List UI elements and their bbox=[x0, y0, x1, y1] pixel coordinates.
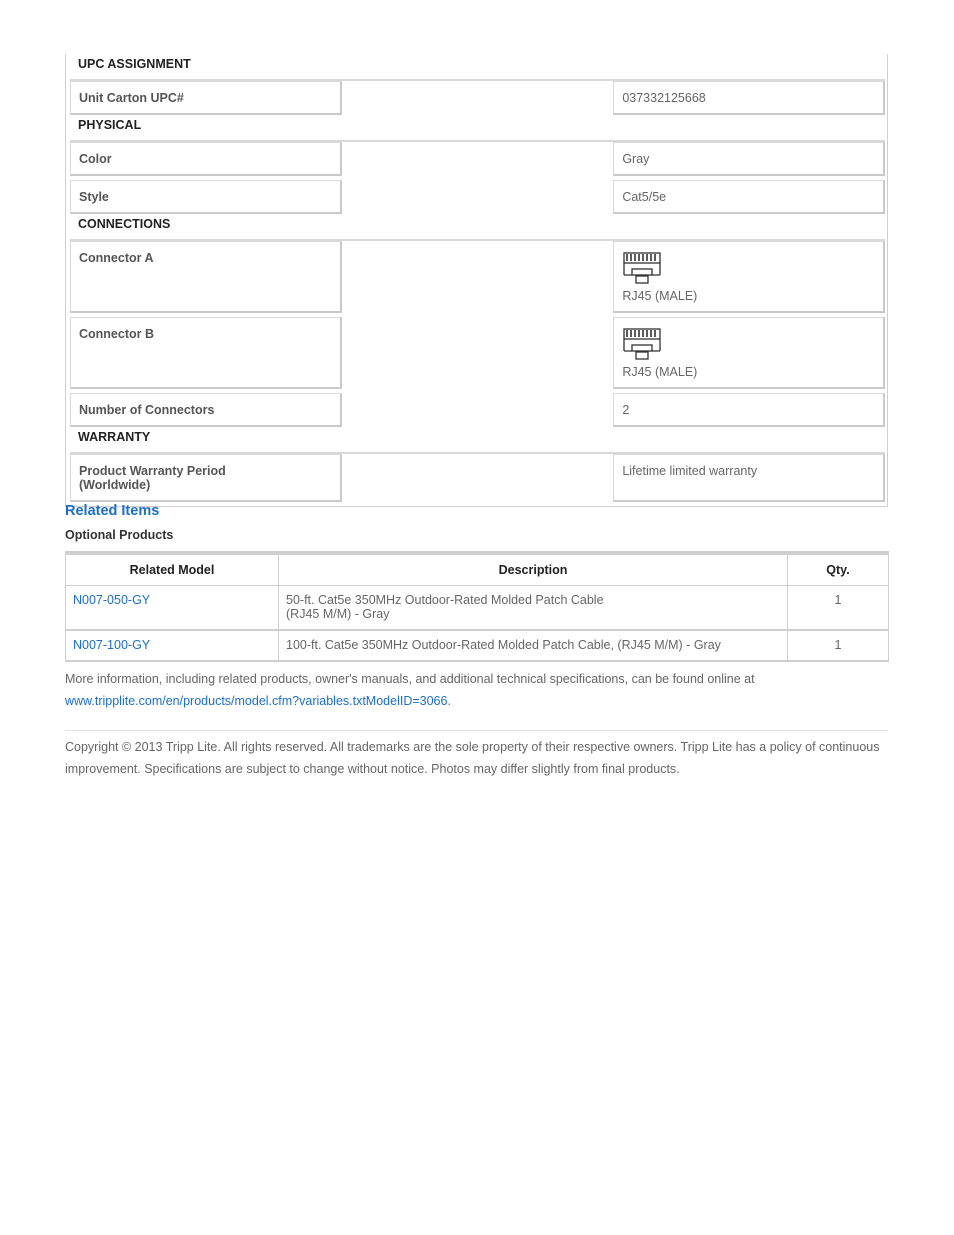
spec-value bbox=[613, 317, 885, 389]
copyright-text: Copyright © 2013 Tripp Lite. All rights reserved. All trademarks are the sole property of their respective owners. Tripp Lite has a policy of continuous improvement. Specifications are subject to change without notice. Photos may differ slightly from final products. bbox=[65, 740, 880, 776]
section-title: WARRANTY bbox=[70, 427, 885, 454]
section-upc bbox=[70, 54, 885, 81]
table-row bbox=[66, 630, 889, 661]
spec-row-connector-a bbox=[70, 241, 885, 313]
label-line: Product Warranty Period bbox=[79, 464, 226, 478]
product-page-link[interactable]: www.tripplite.com/en/products/model.cfm?variables.txtModelID=3066 bbox=[65, 694, 448, 708]
related-qty: 1 bbox=[788, 586, 889, 631]
more-info-text bbox=[65, 668, 888, 712]
more-info-sentence: More information, including related products, owner's manuals, and additional technical specifications, can be found online at bbox=[65, 672, 755, 686]
related-description bbox=[279, 586, 788, 631]
spec-row-connector-count bbox=[70, 393, 885, 427]
section-connections bbox=[70, 214, 885, 241]
header-description: Description bbox=[279, 553, 788, 586]
rj45-connector-icon bbox=[622, 251, 664, 287]
spec-label bbox=[70, 454, 342, 502]
related-table bbox=[65, 551, 888, 662]
description-line: 50-ft. Cat5e 350MHz Outdoor-Rated Molded Patch Cable bbox=[286, 593, 604, 607]
spec-label: Unit Carton UPC# bbox=[70, 81, 342, 115]
section-warranty bbox=[70, 427, 885, 454]
label-line: (Worldwide) bbox=[79, 478, 151, 492]
description-line: (RJ45 M/M) - Gray bbox=[286, 607, 390, 621]
divider bbox=[65, 730, 888, 731]
header-related-model: Related Model bbox=[66, 553, 279, 586]
spec-value: 2 bbox=[613, 393, 885, 427]
spec-row-connector-b bbox=[70, 317, 885, 389]
related-qty: 1 bbox=[788, 630, 889, 661]
connector-type: RJ45 (MALE) bbox=[622, 365, 698, 379]
table-row bbox=[66, 586, 889, 631]
link-suffix: . bbox=[447, 694, 451, 708]
section-title: UPC ASSIGNMENT bbox=[70, 54, 885, 81]
spec-row-upc bbox=[70, 81, 885, 115]
related-table-header bbox=[66, 553, 889, 586]
spec-table bbox=[65, 54, 888, 507]
spec-value bbox=[613, 241, 885, 313]
spec-row-warranty bbox=[70, 454, 885, 502]
spec-row-color bbox=[70, 142, 885, 176]
rj45-connector-icon bbox=[622, 327, 664, 363]
section-title: PHYSICAL bbox=[70, 115, 885, 142]
spec-label: Connector B bbox=[70, 317, 342, 389]
section-physical bbox=[70, 115, 885, 142]
spec-value: Gray bbox=[613, 142, 885, 176]
spec-row-style bbox=[70, 180, 885, 214]
spec-value: Cat5/5e bbox=[613, 180, 885, 214]
spec-label: Connector A bbox=[70, 241, 342, 313]
related-items-title: Related Items bbox=[65, 503, 160, 519]
related-model-link[interactable]: N007-050-GY bbox=[66, 586, 279, 631]
connector-type: RJ45 (MALE) bbox=[622, 289, 698, 303]
spec-value: Lifetime limited warranty bbox=[613, 454, 885, 502]
spec-value: 037332125668 bbox=[613, 81, 885, 115]
spec-label: Color bbox=[70, 142, 342, 176]
spec-label: Style bbox=[70, 180, 342, 214]
header-qty: Qty. bbox=[788, 553, 889, 586]
related-model-link[interactable]: N007-100-GY bbox=[66, 630, 279, 661]
spec-label: Number of Connectors bbox=[70, 393, 342, 427]
optional-products-subtitle: Optional Products bbox=[65, 528, 174, 542]
section-title: CONNECTIONS bbox=[70, 214, 885, 241]
related-description: 100-ft. Cat5e 350MHz Outdoor-Rated Molded Patch Cable, (RJ45 M/M) - Gray bbox=[279, 630, 788, 661]
spec-page bbox=[65, 54, 888, 776]
